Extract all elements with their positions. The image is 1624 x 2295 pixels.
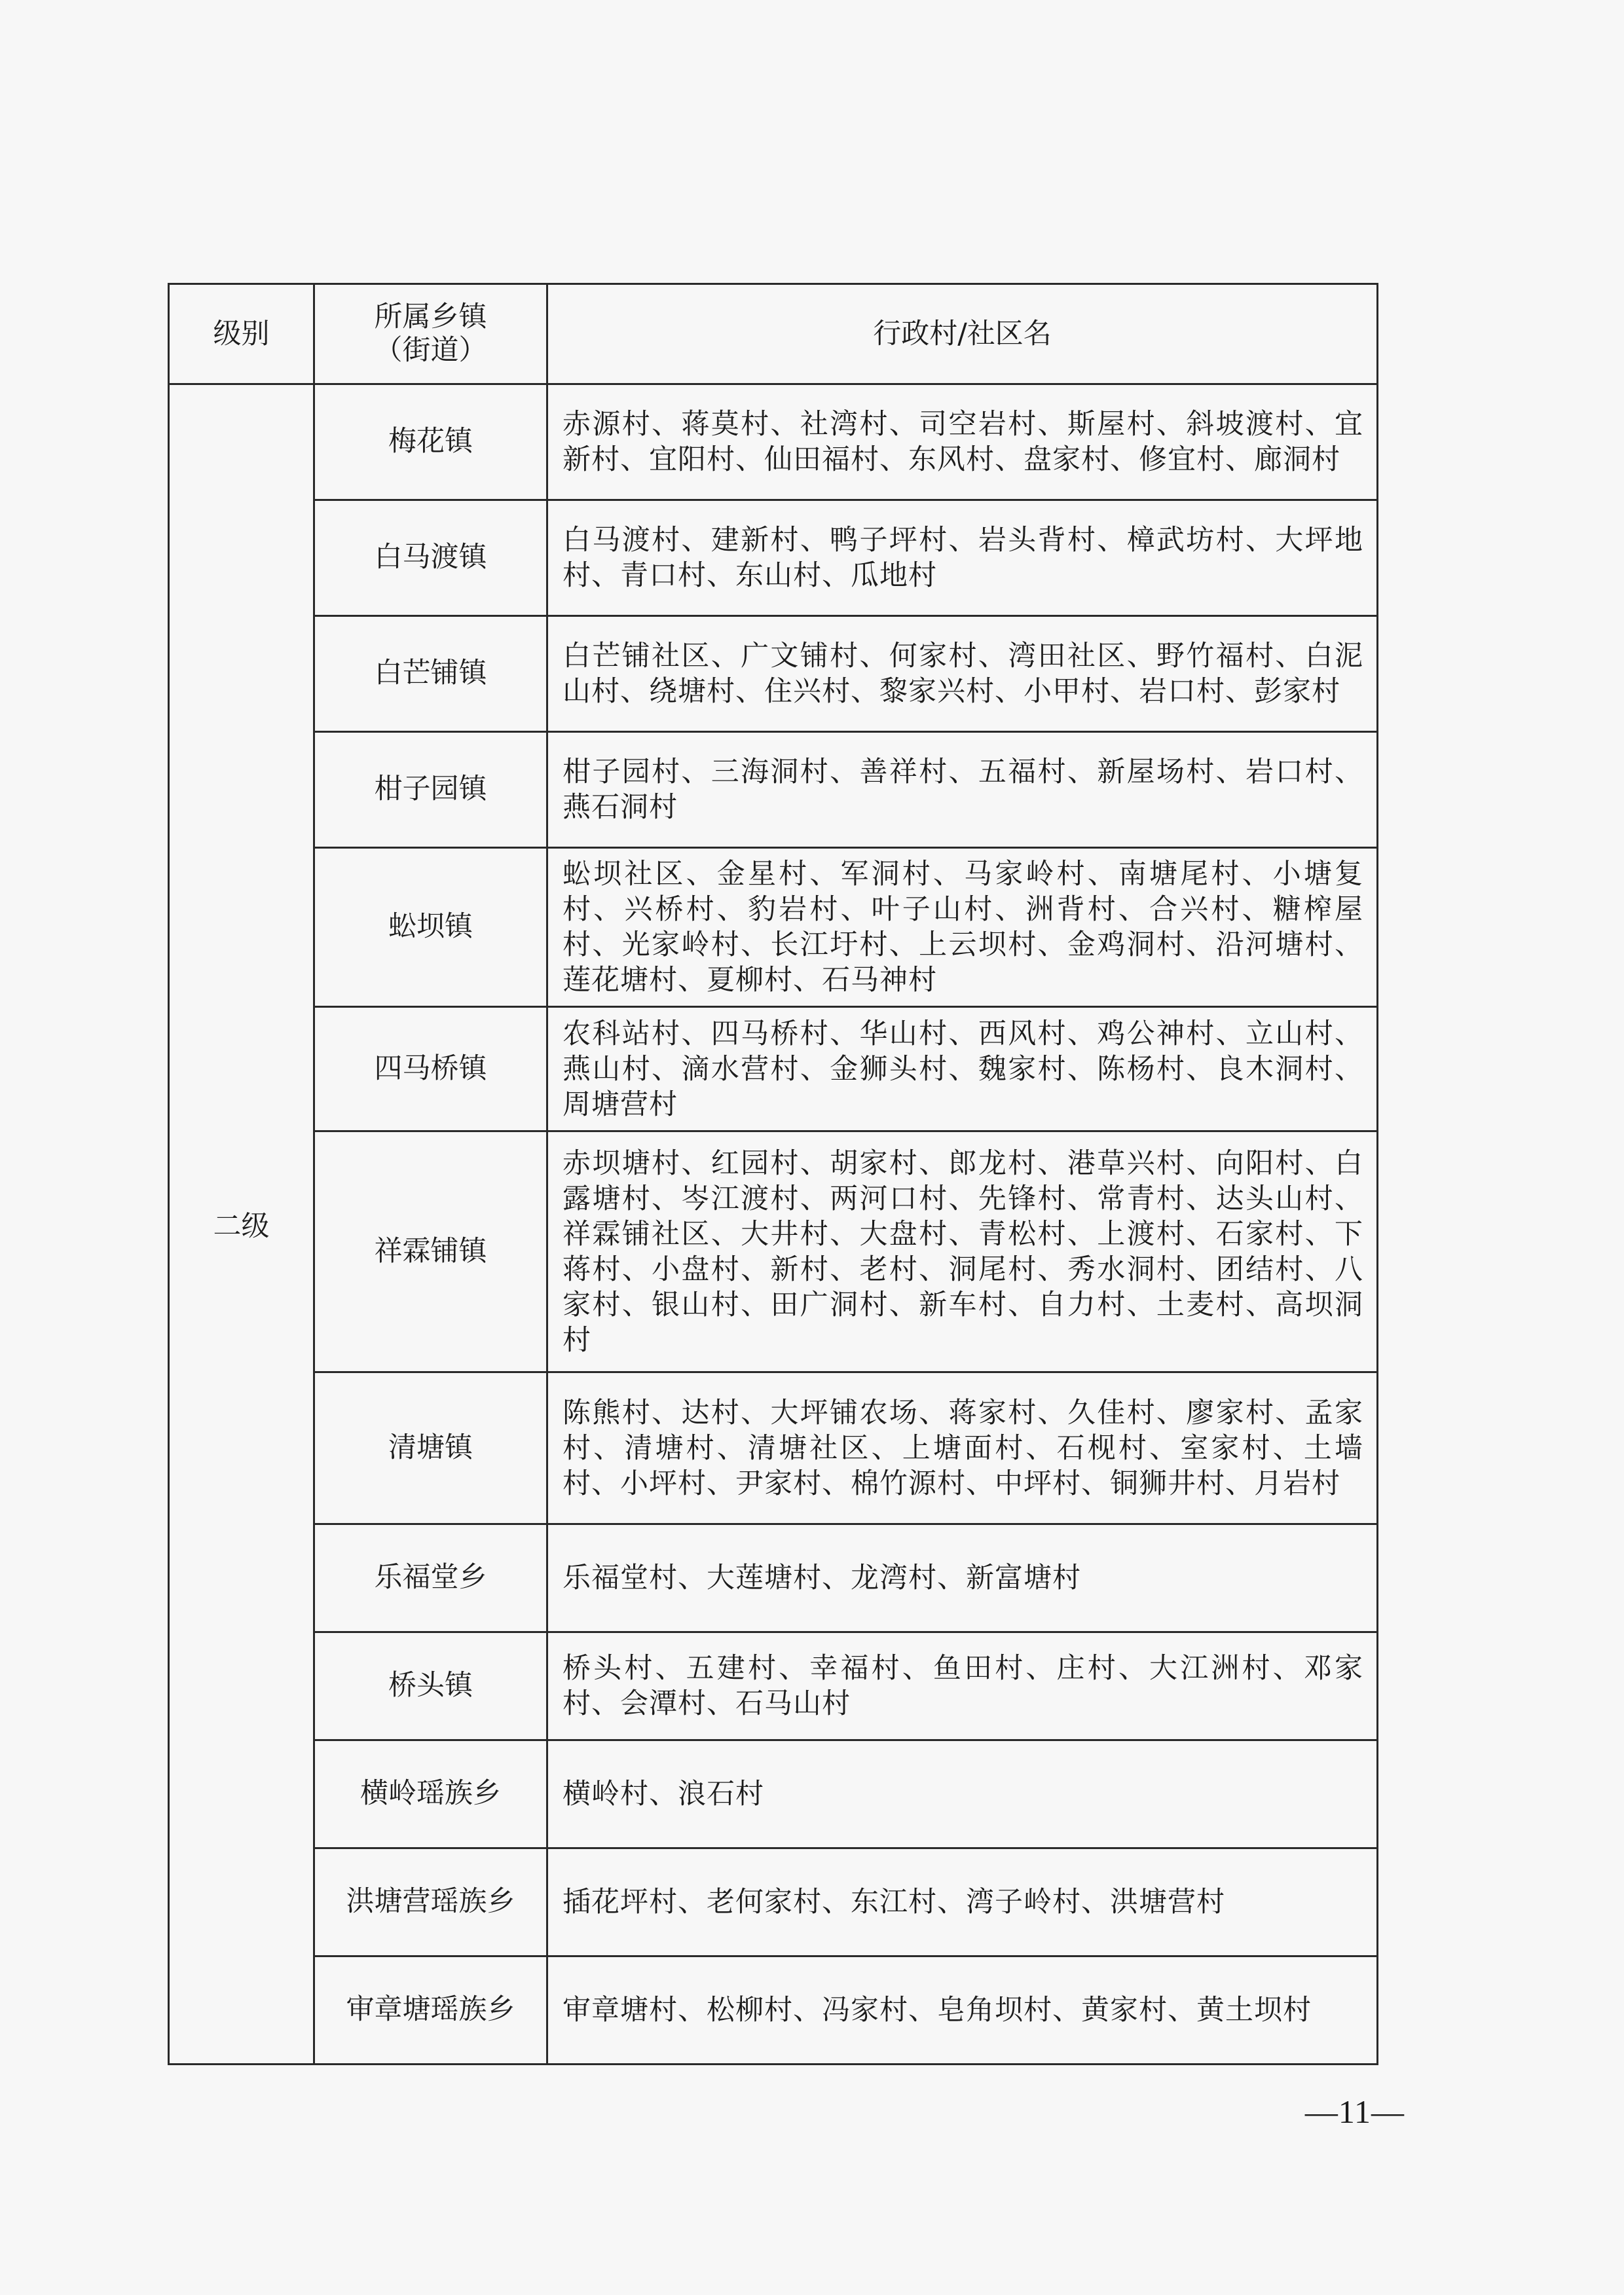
town-name-cell: 梅花镇	[314, 384, 547, 500]
town-name-cell: 白马渡镇	[314, 500, 547, 616]
town-name-cell: 乐福堂乡	[314, 1524, 547, 1632]
villages-cell: 陈熊村、达村、大坪铺农场、蒋家村、久佳村、廖家村、孟家村、清塘村、清塘社区、上塘面村、石枧村、室家村、土墙村、小坪村、尹家村、棉竹源村、中坪村、铜狮井村、月岩村	[547, 1372, 1378, 1524]
table-row	[169, 1740, 1378, 1848]
villages-cell: 横岭村、浪石村	[547, 1740, 1378, 1848]
table-row	[169, 1007, 1378, 1131]
town-name-cell: 白芒铺镇	[314, 616, 547, 732]
header-level: 级别	[169, 284, 314, 384]
table-row	[169, 500, 1378, 616]
villages-cell: 桥头村、五建村、幸福村、鱼田村、庄村、大江洲村、邓家村、会潭村、石马山村	[547, 1632, 1378, 1740]
header-town	[314, 284, 547, 384]
header-town-line1: 所属乡镇	[374, 301, 487, 334]
table-row	[169, 1131, 1378, 1372]
town-name-cell: 祥霖铺镇	[314, 1131, 547, 1372]
table-row	[169, 1372, 1378, 1524]
town-name-cell: 蚣坝镇	[314, 848, 547, 1007]
village-table	[168, 283, 1378, 2065]
town-name-cell: 清塘镇	[314, 1372, 547, 1524]
header-villages: 行政村/社区名	[547, 284, 1378, 384]
villages-cell: 蚣坝社区、金星村、军洞村、马家岭村、南塘尾村、小塘复村、兴桥村、豹岩村、叶子山村、洲背村、合兴村、糖榨屋村、光家岭村、长江圩村、上云坝村、金鸡洞村、沿河塘村、莲花塘村、夏柳村、石马神村	[547, 848, 1378, 1007]
villages-cell: 审章塘村、松柳村、冯家村、皂角坝村、黄家村、黄土坝村	[547, 1956, 1378, 2065]
town-name-cell: 柑子园镇	[314, 732, 547, 848]
villages-cell: 乐福堂村、大莲塘村、龙湾村、新富塘村	[547, 1524, 1378, 1632]
town-name-cell: 洪塘营瑶族乡	[314, 1848, 547, 1956]
table-row	[169, 732, 1378, 848]
villages-cell: 柑子园村、三海洞村、善祥村、五福村、新屋场村、岩口村、燕石洞村	[547, 732, 1378, 848]
table-row	[169, 1632, 1378, 1740]
table-body	[169, 384, 1378, 2065]
table-row	[169, 1956, 1378, 2065]
page-number: —11—	[1304, 2093, 1405, 2130]
villages-cell: 白马渡村、建新村、鸭子坪村、岩头背村、樟武坊村、大坪地村、青口村、东山村、瓜地村	[547, 500, 1378, 616]
town-name-cell: 审章塘瑶族乡	[314, 1956, 547, 2065]
villages-cell: 赤坝塘村、红园村、胡家村、郎龙村、港草兴村、向阳村、白露塘村、岑江渡村、两河口村、先锋村、常青村、达头山村、祥霖铺社区、大井村、大盘村、青松村、上渡村、石家村、下蒋村、小盘村、新村、老村、洞尾村、秀水洞村、团结村、八家村、银山村、田广洞村、新车村、自力村、土麦村、高坝洞村	[547, 1131, 1378, 1372]
table-row	[169, 384, 1378, 500]
table-row	[169, 1848, 1378, 1956]
villages-cell: 赤源村、蒋莫村、社湾村、司空岩村、斯屋村、斜坡渡村、宜新村、宜阳村、仙田福村、东风村、盘家村、修宜村、廊洞村	[547, 384, 1378, 500]
villages-cell: 插花坪村、老何家村、东江村、湾子岭村、洪塘营村	[547, 1848, 1378, 1956]
town-name-cell: 横岭瑶族乡	[314, 1740, 547, 1848]
table-row	[169, 848, 1378, 1007]
table-row	[169, 1524, 1378, 1632]
villages-cell: 农科站村、四马桥村、华山村、西风村、鸡公神村、立山村、燕山村、滴水营村、金狮头村、魏家村、陈杨村、良木洞村、周塘营村	[547, 1007, 1378, 1131]
town-name-cell: 桥头镇	[314, 1632, 547, 1740]
table-header-row	[169, 284, 1378, 384]
villages-cell: 白芒铺社区、广文铺村、何家村、湾田社区、野竹福村、白泥山村、绕塘村、住兴村、黎家兴村、小甲村、岩口村、彭家村	[547, 616, 1378, 732]
header-town-line2: （街道）	[374, 334, 487, 367]
level-cell: 二级	[169, 384, 314, 2065]
town-name-cell: 四马桥镇	[314, 1007, 547, 1131]
table-row	[169, 616, 1378, 732]
